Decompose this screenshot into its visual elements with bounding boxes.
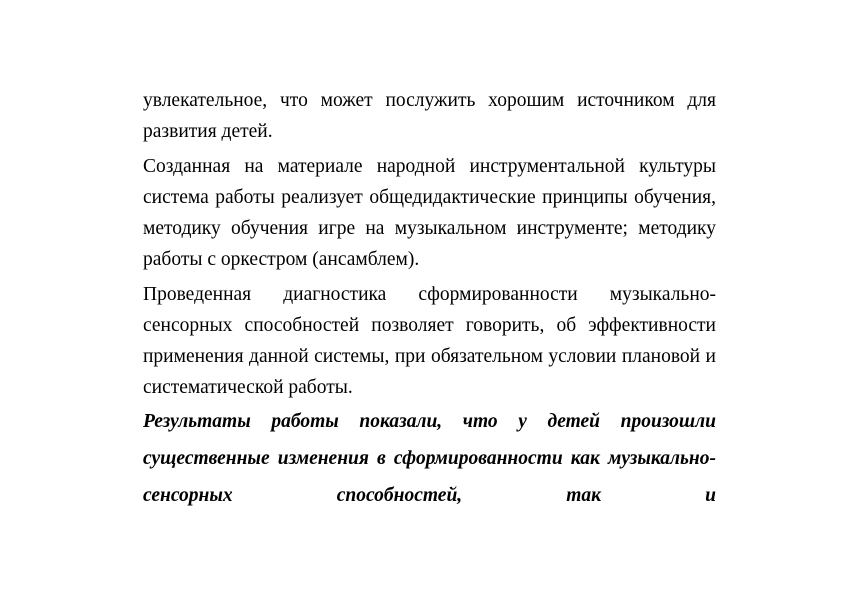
paragraph-2: Созданная на материале народной инструментальной культуры система работы реализует общедидактические принципы обучения, методику обучения игре на музыкальном инструменте; методику работы с оркестром (ансамблем). xyxy=(143,156,716,270)
paragraph-1: увлекательное, что может послужить хорошим источником для развития детей. xyxy=(143,90,716,142)
paragraph-4-emphasis: Результаты работы показали, что у детей произошли существенные изменения в сформированности как музыкально-сенсорных способностей, так и xyxy=(143,411,716,506)
paragraph-3: Проведенная диагностика сформированности музыкально-сенсорных способностей позволяет говорить, об эффективности применения данной системы, при обязательном условии плановой и систематической работы. xyxy=(143,284,716,398)
document-body xyxy=(143,85,716,514)
